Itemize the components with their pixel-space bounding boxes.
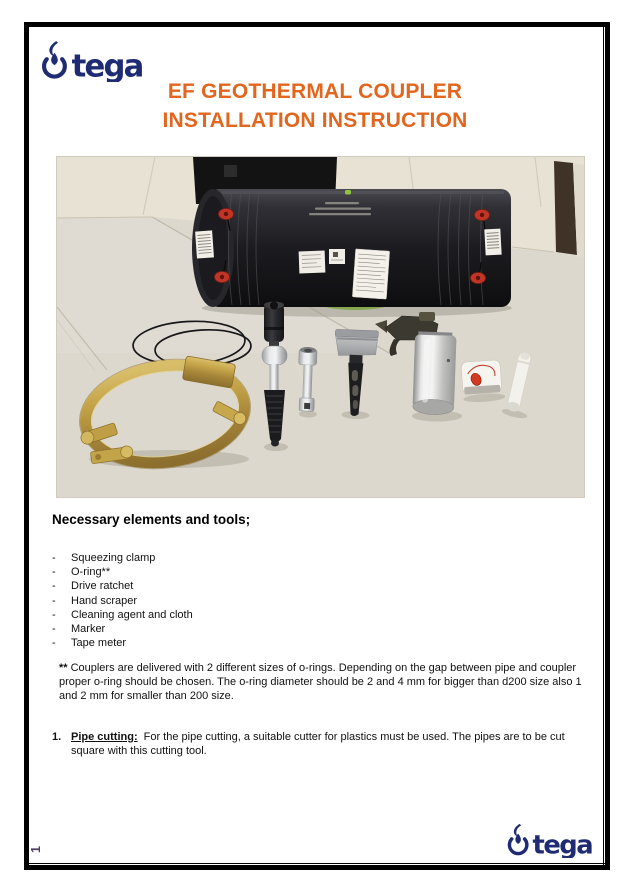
tool-label: Tape meter xyxy=(71,637,127,650)
footnote-text: Couplers are delivered with 2 different sizes of o-rings. Depending on the gap between pipe and coupler proper o-ring should be chosen. The o-ring diameter should be 2 and 4 mm for bigger than d200 size also 1 and 2 mm for smaller than 200 size. xyxy=(59,662,582,702)
tool-item xyxy=(52,551,193,565)
tool-item xyxy=(52,622,193,636)
tega-flame-drop-icon xyxy=(509,824,526,854)
logo-wordmark: tega xyxy=(532,830,593,858)
tool-label: Drive ratchet xyxy=(71,580,134,593)
tools-list xyxy=(52,551,193,650)
company-logo-top xyxy=(40,40,152,82)
step-number: 1. xyxy=(52,731,62,743)
document-title xyxy=(29,77,601,135)
product-photo xyxy=(57,157,584,497)
footnote-marker: ** xyxy=(59,662,68,674)
step-label: Pipe cutting: xyxy=(71,731,138,743)
bullet-dash: - xyxy=(52,594,56,607)
tool-label: Marker xyxy=(71,623,106,636)
coupler xyxy=(192,189,512,317)
bullet-dash: - xyxy=(52,552,56,564)
title-line-2: INSTALLATION INSTRUCTION xyxy=(162,109,468,132)
tool-item xyxy=(52,565,193,579)
tega-logo xyxy=(40,40,152,82)
oring-note xyxy=(59,662,586,703)
bullet-dash: - xyxy=(52,637,56,650)
tool-item xyxy=(52,594,193,608)
bullet-dash: - xyxy=(52,580,56,593)
tega-logo xyxy=(506,823,600,858)
company-logo-bottom xyxy=(506,823,600,858)
tool-label: Hand scraper xyxy=(71,594,138,607)
tool-item xyxy=(52,579,193,593)
tape-meter xyxy=(461,359,506,403)
title-line-1: EF GEOTHERMAL COUPLER xyxy=(167,80,463,103)
tool-label: O-ring** xyxy=(71,566,111,579)
coupler-tools-photo xyxy=(57,157,584,497)
bullet-dash: - xyxy=(52,623,56,636)
green-indicator xyxy=(345,190,351,195)
page-number: 1 xyxy=(29,846,43,853)
step-1 xyxy=(52,731,586,759)
tool-item xyxy=(52,636,193,650)
tool-label: Squeezing clamp xyxy=(71,552,156,564)
bullet-dash: - xyxy=(52,566,56,579)
tool-label: Cleaning agent and cloth xyxy=(71,608,193,621)
tega-flame-drop-icon xyxy=(44,41,65,76)
logo-wordmark: tega xyxy=(71,49,143,82)
bullet-dash: - xyxy=(52,608,56,621)
tools-heading: Necessary elements and tools; xyxy=(52,512,251,527)
step-text: For the pipe cutting, a suitable cutter for plastics must be used. The pipes are to be cut square with this cutting tool. xyxy=(71,731,565,757)
tool-item xyxy=(52,608,193,622)
step-body xyxy=(71,731,586,759)
